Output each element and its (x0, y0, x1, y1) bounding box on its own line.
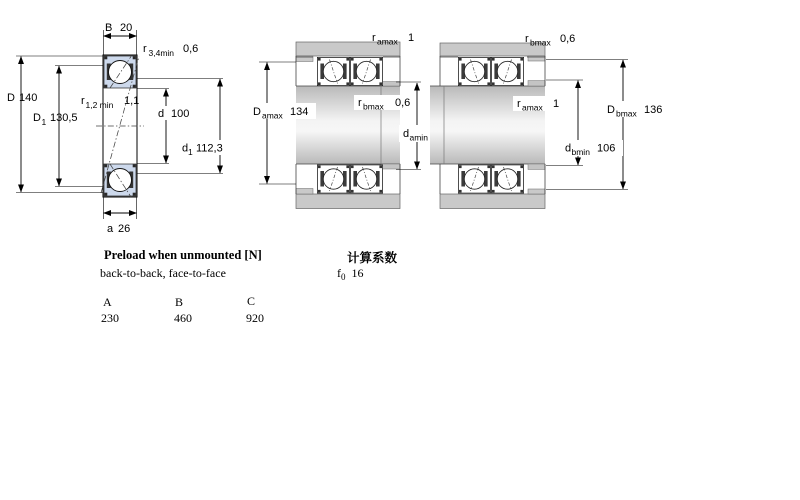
svg-text:20: 20 (120, 22, 133, 34)
label-Damax: D (253, 106, 261, 118)
middle-arrangement-diagram (296, 42, 400, 209)
calc-factors-title: 计算系数 (347, 251, 398, 265)
preload-value-A: 230 (101, 311, 119, 325)
svg-text:136: 136 (644, 104, 663, 116)
bearing-diagrams-svg (0, 0, 800, 245)
preload-col-C: C (247, 294, 256, 308)
label-rbmax: r (358, 97, 362, 109)
svg-text:bmax: bmax (363, 101, 384, 112)
label-ramax: r (517, 98, 521, 110)
svg-text:3,4min: 3,4min (148, 48, 175, 58)
preload-subtitle: back-to-back, face-to-face (100, 266, 226, 280)
svg-text:1,1: 1,1 (124, 95, 140, 107)
preload-title: Preload when unmounted [N] (104, 248, 262, 262)
label-D1: D (33, 112, 41, 124)
svg-text:0,6: 0,6 (560, 33, 576, 45)
svg-text:bmax: bmax (530, 37, 551, 48)
label-rbmax: r (525, 33, 529, 45)
svg-text:bmax: bmax (616, 108, 637, 119)
svg-text:26: 26 (118, 223, 131, 235)
svg-text:bmin: bmin (571, 147, 590, 157)
svg-text:1,2 min: 1,2 min (85, 100, 114, 110)
label-a: a (107, 223, 114, 235)
svg-text:100: 100 (171, 108, 190, 120)
right-extension-lines (546, 60, 628, 190)
ball-top (109, 61, 132, 84)
svg-text:140: 140 (19, 92, 38, 104)
label-d: d (158, 108, 165, 120)
label-r34min: r (143, 43, 147, 55)
left-bearing-cross-section (96, 55, 144, 197)
housing-bottom (296, 194, 400, 209)
svg-text:0,6: 0,6 (183, 43, 199, 55)
label-damin: d (403, 128, 410, 140)
f0-value: 16 (351, 266, 364, 280)
preload-value-B: 460 (174, 311, 192, 325)
svg-text:amin: amin (409, 132, 428, 143)
svg-text:1: 1 (408, 32, 415, 44)
preload-col-B: B (175, 295, 184, 309)
right-dimension-arrows (578, 60, 623, 189)
svg-text:1: 1 (553, 98, 560, 110)
housing-bottom (440, 194, 545, 209)
svg-text:amax: amax (377, 36, 398, 47)
label-ramax: r (372, 32, 376, 44)
svg-text:1: 1 (188, 147, 193, 157)
label-D: D (7, 92, 15, 104)
svg-text:amax: amax (262, 110, 283, 121)
preload-value-C: 920 (246, 311, 264, 325)
svg-text:112,3: 112,3 (196, 142, 223, 155)
svg-text:0,6: 0,6 (395, 97, 411, 109)
f0-line: $f_0$ 16 (337, 266, 364, 282)
label-Dbmax: D (607, 104, 615, 116)
right-arrangement-diagram (430, 43, 545, 209)
svg-text:130,5: 130,5 (50, 112, 78, 124)
label-dbmin: d (565, 142, 572, 155)
svg-text:1: 1 (41, 117, 47, 127)
label-d1: d (182, 142, 189, 155)
svg-text:106: 106 (597, 142, 616, 155)
svg-text:134: 134 (290, 106, 309, 118)
label-B: B (105, 22, 113, 34)
svg-text:amax: amax (522, 102, 543, 113)
ball-bottom (109, 169, 132, 192)
label-r12min: r (81, 95, 85, 107)
preload-col-A: A (103, 295, 112, 309)
